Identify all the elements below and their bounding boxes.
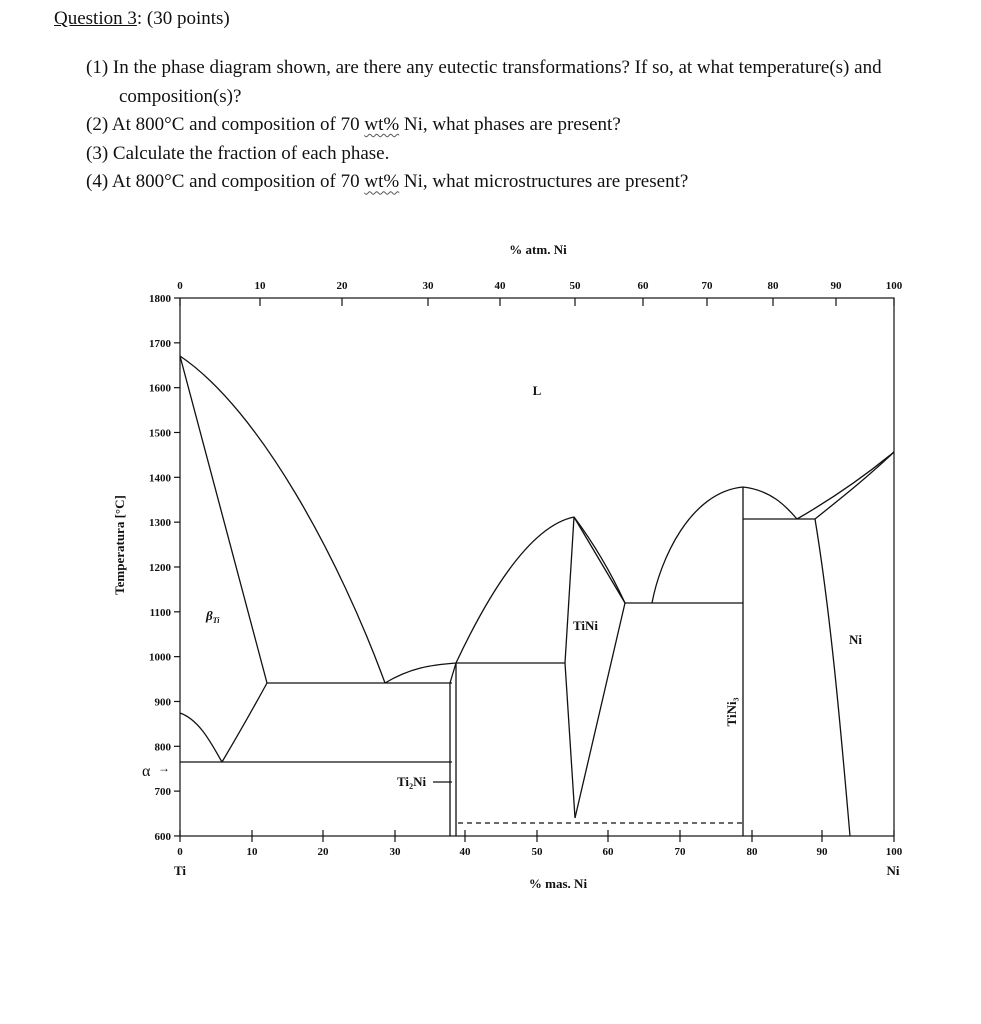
y-tick-label: 1000 xyxy=(149,651,171,664)
beta-ti-phase-label xyxy=(205,608,220,625)
ti2ni-part-b: Ni xyxy=(413,774,427,789)
top-tick-label: 80 xyxy=(767,280,779,292)
y-tick-label: 1200 xyxy=(149,561,171,574)
top-tick-label: 30 xyxy=(422,280,434,292)
bottom-axis-title: % mas. Ni xyxy=(528,876,588,891)
tini-left-boundary-line xyxy=(565,517,575,818)
ti2ni-subscript: 2 xyxy=(409,782,414,791)
tini3-phase-label: TiNi₃ xyxy=(724,697,739,727)
beta-subscript: Ti xyxy=(212,616,220,625)
item-number: (2) xyxy=(86,114,109,136)
y-tick-label: 1300 xyxy=(149,517,171,530)
ni-phase-label: Ni xyxy=(849,632,862,647)
bottom-tick-label: 10 xyxy=(246,846,258,858)
item-number: (3) xyxy=(86,142,109,164)
bottom-tick-label: 40 xyxy=(459,846,471,858)
ni-liquidus-line xyxy=(797,452,894,519)
item-text: At 800°C and composition of 70 xyxy=(111,114,365,136)
beta-solvus-line xyxy=(222,683,267,762)
tini-right-boundary-line xyxy=(574,517,625,818)
tini-phase-label: TiNi xyxy=(573,618,599,633)
tini-left-liquidus-line xyxy=(456,517,574,663)
item-number: (1) xyxy=(86,57,109,78)
top-tick-label: 90 xyxy=(830,280,842,292)
wt-unit: wt% xyxy=(364,114,400,136)
y-tick-label: 1700 xyxy=(149,337,171,350)
item-text: At 800°C and composition of 70 xyxy=(111,171,365,193)
y-tick-label: 1400 xyxy=(149,472,171,485)
plot-frame xyxy=(180,298,894,836)
y-tick-label: 1500 xyxy=(149,427,171,440)
top-tick-label: 0 xyxy=(177,280,183,292)
beta-solidus-line xyxy=(180,356,267,683)
liquid-phase-label: L xyxy=(532,383,542,398)
item-text: In the phase diagram shown, are there any eutectic transformations? If so, at what temperature(s) and composition(s)? xyxy=(112,57,882,107)
bottom-tick-label: 20 xyxy=(317,846,329,858)
item-text: Calculate the fraction of each phase. xyxy=(112,142,390,164)
bottom-axis-ticks xyxy=(177,830,903,858)
question-points: : (30 points) xyxy=(136,8,230,29)
y-tick-label: 900 xyxy=(154,696,171,709)
bottom-tick-label: 100 xyxy=(885,846,903,858)
top-tick-label: 40 xyxy=(494,280,506,292)
ti2ni-part-a: Ti xyxy=(397,774,410,789)
ti2ni-top-line xyxy=(450,663,456,683)
bottom-tick-label: 70 xyxy=(674,846,686,858)
bottom-tick-label: 30 xyxy=(389,846,401,858)
bottom-tick-label: 0 xyxy=(177,846,183,858)
top-tick-label: 20 xyxy=(336,280,348,292)
y-axis-title: Temperatura [°C] xyxy=(112,495,127,595)
top-tick-label: 100 xyxy=(885,280,903,292)
tini3-right-liquidus-line xyxy=(743,487,797,519)
y-tick-label: 1800 xyxy=(149,293,171,305)
item-text: Ni, what microstructures are present? xyxy=(399,171,689,193)
ti-end-label: Ti xyxy=(173,863,187,878)
y-tick-label: 800 xyxy=(154,741,171,754)
y-tick-label: 700 xyxy=(154,786,171,799)
item-text: Ni, what phases are present? xyxy=(399,114,621,136)
top-tick-label: 50 xyxy=(569,280,581,292)
beta-transus-left-line xyxy=(180,713,222,762)
top-tick-label: 10 xyxy=(254,280,266,292)
ti-liquidus-line xyxy=(180,356,385,683)
y-tick-label: 1600 xyxy=(149,382,171,395)
top-tick-label: 60 xyxy=(637,280,649,292)
beta-symbol: β xyxy=(206,608,213,623)
ti2ni-phase-label xyxy=(397,774,426,791)
ni-solvus-line xyxy=(815,519,850,836)
ti2ni-liquidus-line xyxy=(385,663,456,683)
wt-unit: wt% xyxy=(364,171,400,193)
alpha-label: α xyxy=(142,763,151,780)
bottom-tick-label: 50 xyxy=(531,846,543,858)
tini3-left-liquidus-line xyxy=(652,487,743,603)
ni-end-label: Ni xyxy=(886,863,900,878)
top-axis-title: % atm. Ni xyxy=(509,242,567,257)
bottom-tick-label: 80 xyxy=(746,846,758,858)
alpha-arrow-icon: → xyxy=(158,761,170,775)
top-tick-label: 70 xyxy=(701,280,713,292)
phase-boundaries xyxy=(180,356,894,836)
bottom-tick-label: 60 xyxy=(602,846,614,858)
top-axis-ticks xyxy=(177,280,903,306)
y-tick-label: 1100 xyxy=(149,606,171,619)
item-number: (4) xyxy=(86,171,109,193)
question-label: Question 3 xyxy=(54,8,137,29)
bottom-tick-label: 90 xyxy=(816,846,828,858)
y-tick-label: 600 xyxy=(154,830,171,843)
